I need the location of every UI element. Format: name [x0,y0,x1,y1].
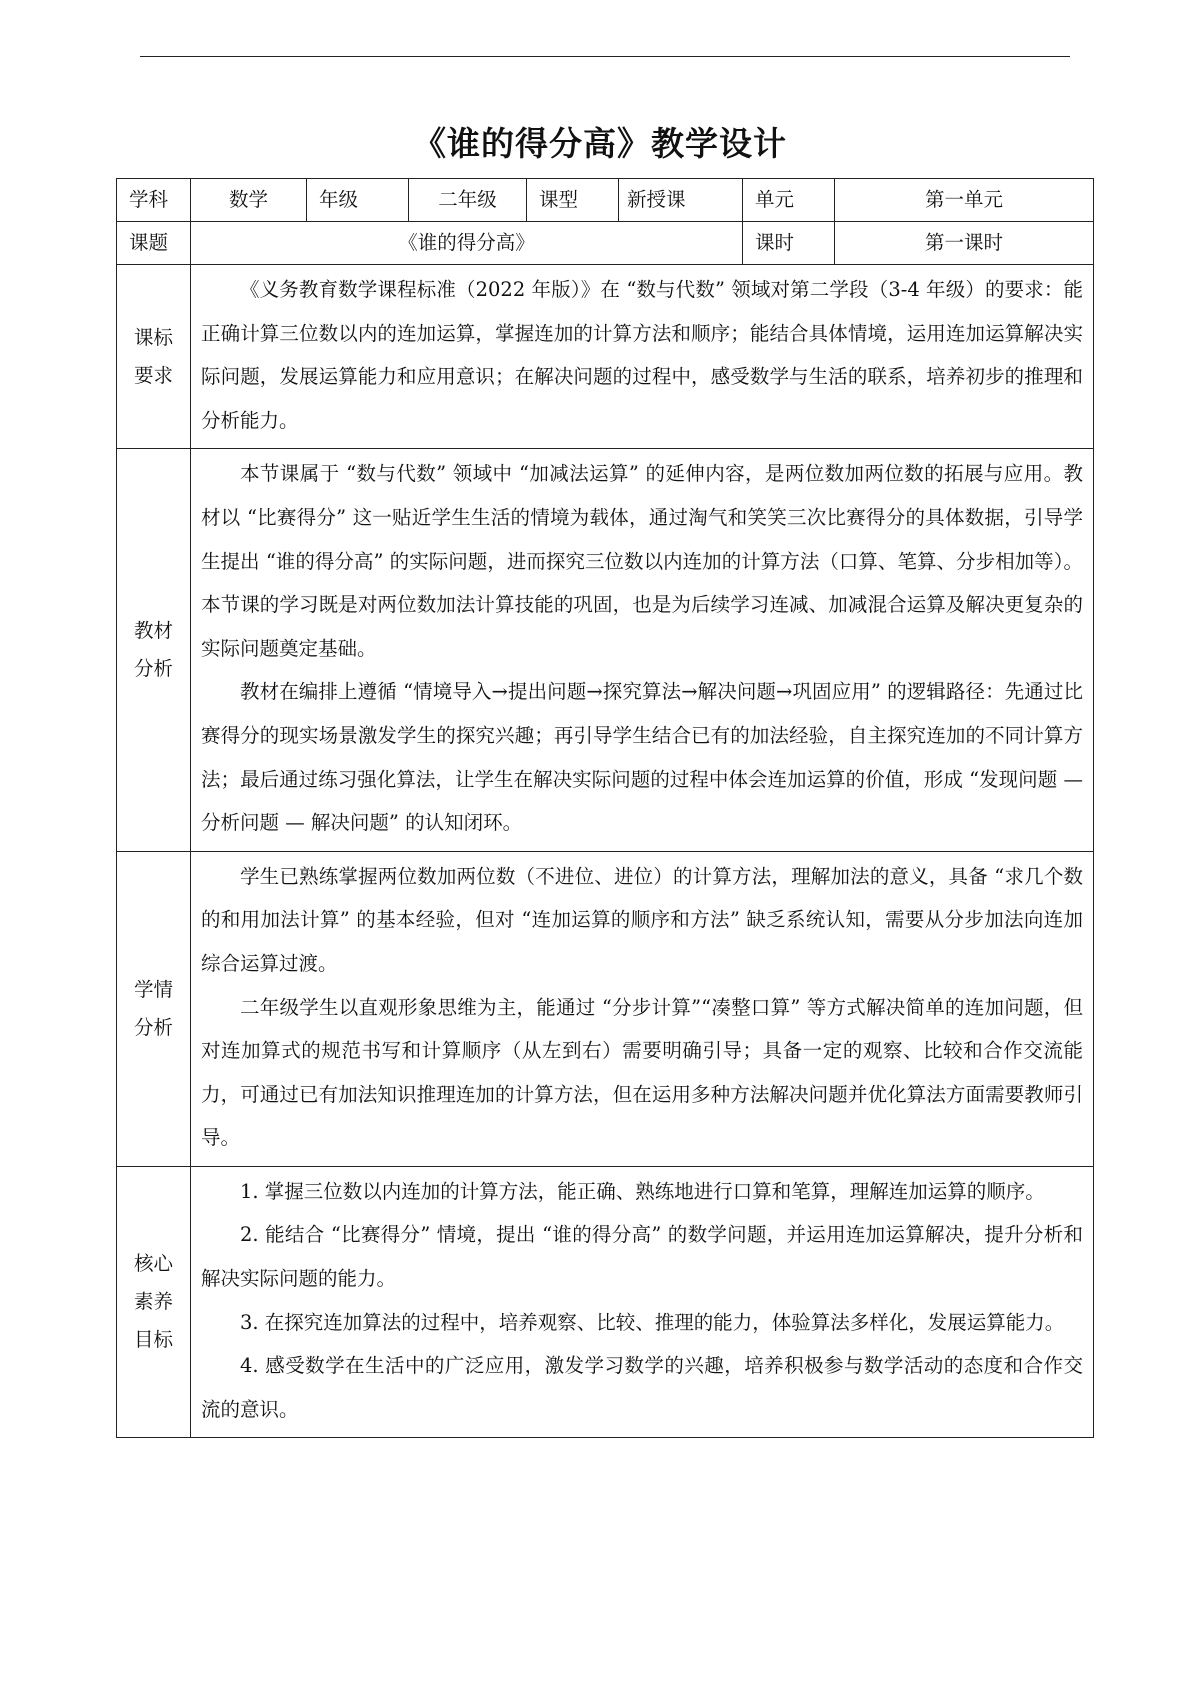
topic-label: 课题 [117,222,191,265]
section-content [191,265,1094,449]
lesson-type-value: 新授课 [619,179,743,222]
label-line: 教材 [133,619,173,643]
grade-value: 二年级 [409,179,527,222]
paragraph: 《义务教育数学课程标准（2022 年版）》在 “数与代数” 领域对第二学段（3-4 年级）的要求：能正确计算三位数以内的连加运算，掌握连加的计算方法和顺序；能结合具体情境，运用连加运算解决实际问题，发展运算能力和应用意识；在解决问题的过程中，感受数学与生活的联系，培养初步的推理和分析能力。 [201,278,1083,432]
page-title: 《谁的得分高》教学设计 [413,124,787,163]
paragraph: 4. 感受数学在生活中的广泛应用，激发学习数学的兴趣，培养积极参与数学活动的态度和合作交流的意识。 [201,1354,1083,1421]
label-line: 要求 [133,363,173,387]
section-content [191,851,1094,1166]
topic-value: 《谁的得分高》 [191,222,743,265]
section-label [117,1166,191,1438]
info-row-2 [117,222,1094,265]
paragraph: 2. 能结合 “比赛得分” 情境，提出 “谁的得分高” 的数学问题，并运用连加运算解决，提升分析和解决实际问题的能力。 [201,1223,1083,1291]
label-line: 核心 [133,1252,173,1276]
lesson-plan-table [116,178,1094,1438]
section-content [191,1166,1094,1438]
section-row-students [117,851,1094,1166]
paragraph: 教材在编排上遵循 “情境导入→提出问题→探究算法→解决问题→巩固应用” 的逻辑路径：先通过比赛得分的现实场景激发学生的探究兴趣；再引导学生结合已有的加法经验，自主探究连加的不同计算方法；最后通过练习强化算法，让学生在解决实际问题的过程中体会连加运算的价值，形成 “发现问题 — 分析问题 — 解决问题” 的认知闭环。 [201,680,1083,835]
label-line: 目标 [133,1328,173,1352]
unit-value: 第一单元 [835,179,1094,222]
section-row-textbook [117,449,1094,851]
label-line: 分析 [133,1015,173,1039]
label-line: 分析 [133,657,173,681]
info-row-1 [117,179,1094,222]
period-value: 第一课时 [835,222,1094,265]
section-label [117,851,191,1166]
section-row-standards [117,265,1094,449]
grade-label: 年级 [307,179,409,222]
section-content [191,449,1094,851]
paragraph: 3. 在探究连加算法的过程中，培养观察、比较、推理的能力，体验算法多样化，发展运算能力。 [240,1310,1065,1334]
paragraph: 学生已熟练掌握两位数加两位数（不进位、进位）的计算方法，理解加法的意义，具备 “求几个数的和用加法计算” 的基本经验，但对 “连加运算的顺序和方法” 缺乏系统认知，需要从分步加法向连加综合运算过渡。 [201,864,1083,975]
period-label: 课时 [743,222,835,265]
label-line: 学情 [133,977,173,1001]
paragraph: 1. 掌握三位数以内连加的计算方法，能正确、熟练地进行口算和笔算，理解连加运算的顺序。 [240,1179,1045,1203]
paragraph: 本节课属于 “数与代数” 领域中 “加减法运算” 的延伸内容，是两位数加两位数的拓展与应用。教材以 “比赛得分” 这一贴近学生生活的情境为载体，通过淘气和笑笑三次比赛得分的具体数据，引导学生提出 “谁的得分高” 的实际问题，进而探究三位数以内连加的计算方法（口算、笔算、分步相加等）。本节课的学习既是对两位数加法计算技能的巩固，也是为后续学习连减、加减混合运算及解决更复杂的实际问题奠定基础。 [201,462,1083,660]
label-line: 素养 [133,1290,173,1314]
section-label [117,265,191,449]
label-line: 课标 [133,325,173,349]
header-rule [140,56,1070,57]
subject-label: 学科 [117,179,191,222]
section-label [117,449,191,851]
unit-label: 单元 [743,179,835,222]
section-row-objectives [117,1166,1094,1438]
lesson-type-label: 课型 [527,179,619,222]
subject-value: 数学 [191,179,307,222]
paragraph: 二年级学生以直观形象思维为主，能通过 “分步计算”“凑整口算” 等方式解决简单的连加问题，但对连加算式的规范书写和计算顺序（从左到右）需要明确引导；具备一定的观察、比较和合作交流能力，可通过已有加法知识推理连加的计算方法，但在运用多种方法解决问题并优化算法方面需要教师引导。 [201,995,1083,1150]
